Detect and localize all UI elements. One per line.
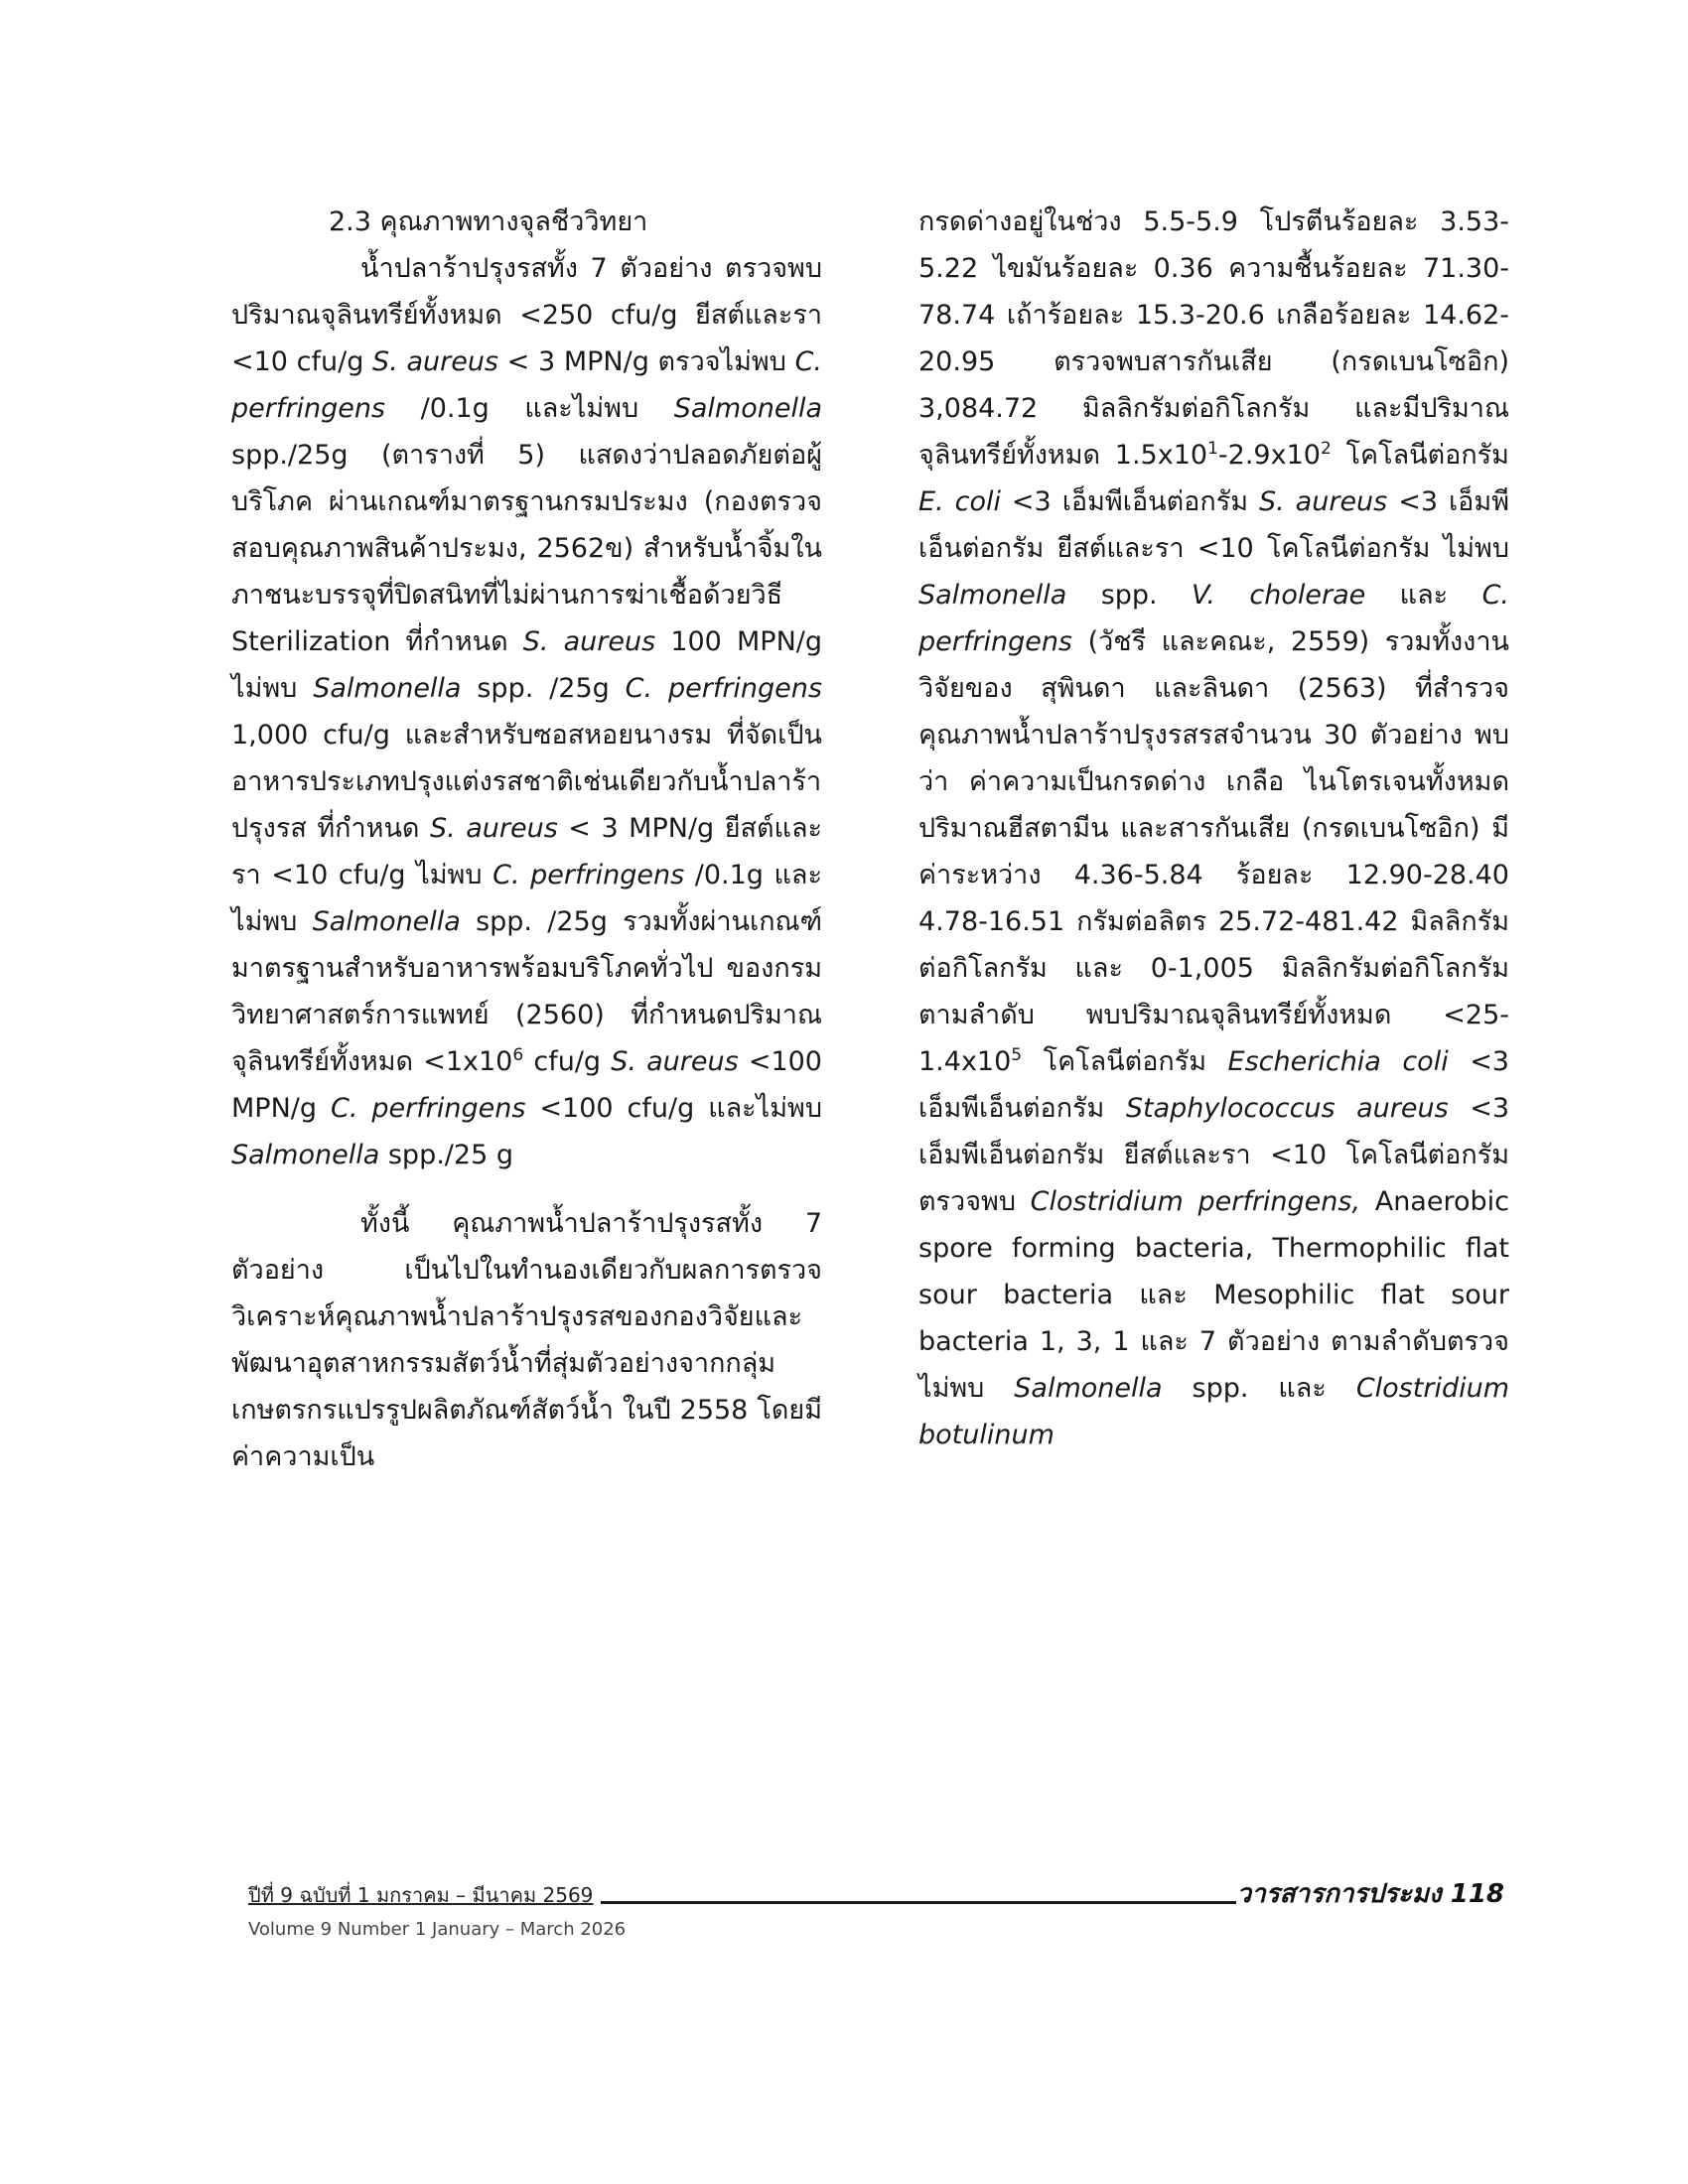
text-run: <100 cfu/g และไม่พบ (525, 1093, 822, 1124)
text-run: 1,000 cfu/g และสำหรับซอสหอยนางรม ที่จัดเป็นอาหารประเภทปรุงแต่งรสชาติเช่นเดียวกับน้ำปลาร้าปรุงรส ที่กำหนด (231, 720, 822, 844)
text-run: (วัชรี และคณะ, 2559) รวมทั้งงานวิจัยของ สุพินดา และลินดา (2563) ที่สำรวจคุณภาพน้ำปลาร้าปรุงรสรสจำนวน 30 ตัวอย่าง พบว่า ค่าความเป็นกรดด่าง เกลือ ไนโตรเจนทั้งหมด ปริมาณฮีสตามีน และสารกันเสีย (กรดเบนโซอิก) มีค่าระหว่าง 4.36-5.84 ร้อยละ 12.90-28.40 4.78-16.51 กรัมต่อลิตร 25.72-481.42 มิลลิกรัมต่อกิโลกรัม และ 0-1,005 มิลลิกรัมต่อกิโลกรัม ตามลำดับ พบปริมาณจุลินทรีย์ทั้งหมด <25-1.4x10 (918, 626, 1509, 1077)
text-run: <3 เอ็มพีเอ็นต่อกรัม ยีสต์และรา <10 โคโลนีต่อกรัม ไม่พบ (918, 486, 1509, 564)
text-run: < 3 MPN/g ตรวจไม่พบ (498, 346, 795, 377)
text-run: spp./25 g (379, 1140, 513, 1170)
italic-term: Clostridium botulinum (918, 1373, 1509, 1450)
footer-journal-title-page: วารสารการประมง 118 (1236, 1879, 1504, 1909)
text-run: cfu/g (523, 1046, 612, 1077)
text-run: <3 เอ็มพีเอ็นต่อกรัม (1000, 486, 1259, 517)
italic-term: C. perfringens (331, 1093, 526, 1124)
text-run: spp. (1066, 580, 1193, 611)
text-run: < 3 MPN/g ยีสต์และรา <10 cfu/g ไม่พบ (231, 813, 822, 890)
italic-term: V. cholerae (1192, 580, 1366, 611)
italic-term: C. perfringens (625, 673, 822, 704)
italic-term: S. aureus (611, 1046, 739, 1077)
superscript-exponent: 2 (1320, 439, 1332, 459)
text-run: /0.1g และไม่พบ (385, 393, 674, 424)
footer-issue-thai: ปีที่ 9 ฉบับที่ 1 มกราคม – มีนาคม 2569 (248, 1883, 594, 1907)
body-paragraph (231, 245, 822, 1178)
body-paragraph (231, 1200, 822, 1480)
text-run: กรดด่างอยู่ในช่วง 5.5-5.9 โปรตีนร้อยละ 3.53-5.22 ไขมันร้อยละ 0.36 ความชื้นร้อยละ 71.30-78.74 เถ้าร้อยละ 15.3-20.6 เกลือร้อยละ 14.62-20.95 ตรวจพบสารกันเสีย (กรดเบนโซอิก) 3,084.72 มิลลิกรัมต่อกิโลกรัม และมีปริมาณจุลินทรีย์ทั้งหมด 1.5x10 (918, 206, 1509, 471)
italic-term: Salmonella (312, 906, 461, 937)
left-column (231, 199, 822, 1480)
body-paragraph (918, 199, 1509, 1458)
text-run: โคโลนีต่อกรัม (1331, 440, 1509, 471)
italic-term: Salmonella (313, 673, 462, 704)
footer-row (248, 1879, 1504, 1940)
superscript-exponent: 6 (512, 1045, 524, 1065)
italic-term: C. perfringens (492, 860, 685, 890)
text-run: น้ำปลาร้าปรุงรสทั้ง 7 ตัวอย่าง ตรวจพบปริมาณจุลินทรีย์ทั้งหมด <250 cfu/g ยีสต์และรา <10 cfu/g (231, 253, 822, 377)
italic-term: Salmonella (918, 580, 1067, 611)
superscript-exponent: 5 (1011, 1045, 1023, 1065)
italic-term: Clostridium perfringens, (1030, 1186, 1361, 1217)
text-run: Anaerobic spore forming bacteria, Thermophilic flat sour bacteria และ Mesophilic flat sour bacteria 1, 3, 1 และ 7 ตัวอย่าง ตามลำดับตรวจไม่พบ (918, 1186, 1509, 1404)
italic-term: Salmonella (1014, 1373, 1163, 1404)
italic-term: Salmonella (673, 393, 822, 424)
page-footer (248, 1879, 1504, 1940)
text-run: <3 เอ็มพีเอ็นต่อกรัม (918, 1046, 1509, 1124)
text-run: spp./25g (ตารางที่ 5) แสดงว่าปลอดภัยต่อผู้บริโภค ผ่านเกณฑ์มาตรฐานกรมประมง (กองตรวจสอบคุณภาพสินค้าประมง, 2562ข) สำหรับน้ำจิ้มในภาชนะบรรจุที่ปิดสนิทที่ไม่ผ่านการฆ่าเชื้อด้วยวิธี Sterilization ที่กำหนด (231, 440, 822, 657)
text-run: <100 MPN/g (231, 1046, 822, 1124)
text-run: spp. และ (1162, 1373, 1356, 1404)
italic-term: S. aureus (522, 626, 656, 657)
italic-term: E. coli (918, 486, 1001, 517)
footer-divider (601, 1901, 1236, 1904)
right-column (918, 199, 1509, 1458)
text-run: โคโลนีต่อกรัม (1022, 1046, 1228, 1077)
text-run: และ (1365, 580, 1482, 611)
italic-term: Salmonella (231, 1140, 380, 1170)
italic-term: C. perfringens (231, 346, 822, 424)
section-heading: 2.3 คุณภาพทางจุลชีววิทยา (329, 206, 648, 237)
text-run: -2.9x10 (1217, 440, 1321, 471)
text-run: ทั้งนี้ คุณภาพน้ำปลาร้าปรุงรสทั้ง 7 ตัวอย่าง เป็นไปในทำนองเดียวกับผลการตรวจวิเคราะห์คุณภาพน้ำปลาร้าปรุงรสของกองวิจัยและพัฒนาอุตสาหกรรมสัตว์น้ำที่สุ่มตัวอย่างจากกลุ่มเกษตรกรแปรรูปผลิตภัณฑ์สัตว์น้ำ ในปี 2558 โดยมีค่าความเป็น (231, 1208, 822, 1472)
text-run: <3 เอ็มพีเอ็นต่อกรัม ยีสต์และรา <10 โคโลนีต่อกรัม ตรวจพบ (918, 1093, 1510, 1217)
italic-term: S. aureus (372, 346, 498, 377)
italic-term: S. aureus (1259, 486, 1388, 517)
italic-term: C. perfringens (918, 580, 1509, 657)
text-run: spp. /25g รวมทั้งผ่านเกณฑ์มาตรฐานสำหรับอาหารพร้อมบริโภคทั่วไป ของกรมวิทยาศาสตร์การแพทย์ (2560) ที่กำหนดปริมาณจุลินทรีย์ทั้งหมด <1x10 (231, 906, 822, 1077)
italic-term: Escherichia coli (1227, 1046, 1449, 1077)
text-run: /0.1g และไม่พบ (231, 860, 822, 937)
footer-issue-english: Volume 9 Number 1 January – March 2026 (248, 1919, 627, 1940)
superscript-exponent: 1 (1207, 439, 1218, 459)
text-run: spp. /25g (461, 673, 626, 704)
italic-term: S. aureus (429, 813, 558, 844)
text-run: 100 MPN/g ไม่พบ (231, 626, 823, 704)
italic-term: Staphylococcus aureus (1125, 1093, 1449, 1124)
